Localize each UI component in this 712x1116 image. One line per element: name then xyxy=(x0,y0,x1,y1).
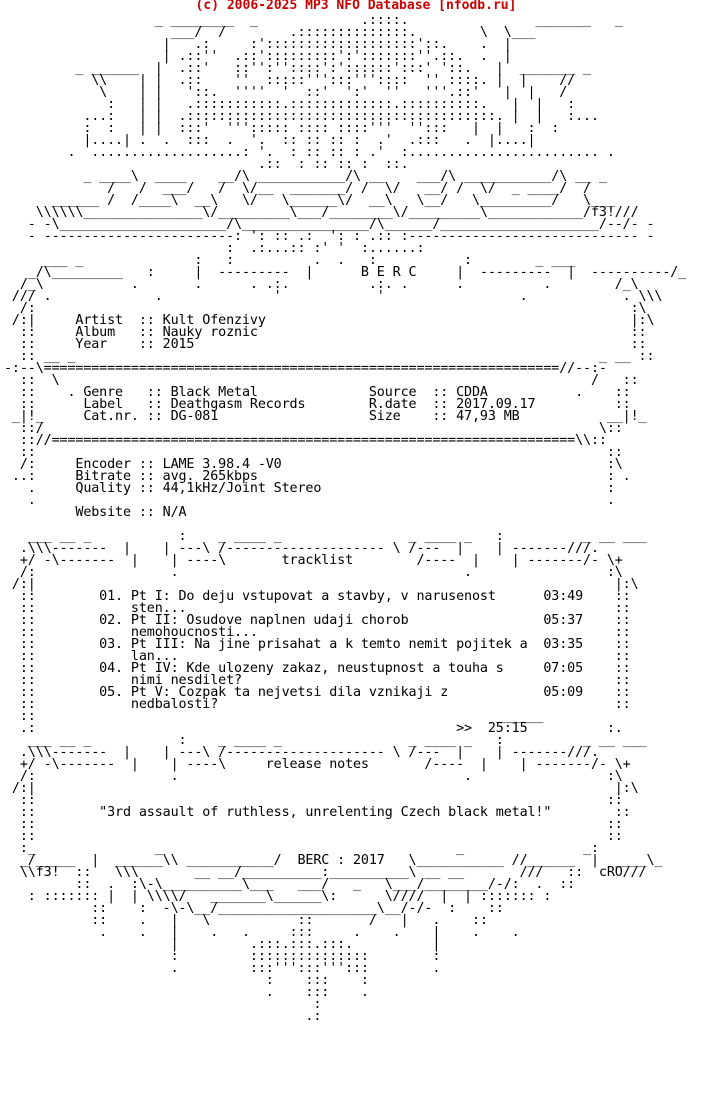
nfodb-site-link[interactable]: nfodb.ru xyxy=(446,0,509,13)
nfo-database-header xyxy=(0,0,712,13)
header-suffix: ] xyxy=(508,0,517,13)
nfo-ascii-text: _ ________ _ .::::. _______ _ ___/ / .::::::::::::::. \ \___ | .: :':::::::::::::::::::'::. . | | .::'' .::':::::::::':':::::::''.::. . | _ ______ | .::' ::'':''::::':'::::::':::' '::. | _______ _ \\ | | .:: '' :::::''':::''':::: '' ::::. | | // \ | | '::. '''' ' ::' ':' '' '''.::' | | / : | | .:::::::::::.:::::::::::::.::::::::::. | | : ...: | | .:::::::::::::::::::::::::::::::::::::::. | | :... : : | | :::' '''::::: :::: ::::''' ''::: | | : : |....| . . ::: . '. :: :: :: : .' .::: . |....| . ...................: '. : :: :: : .' :........................ . .:: : :: :: : ::. _ ____\ ____ __/\ ___________/\ __ ___/\ ___________/\ __ _ / / ___/ / \/__ _______/ / \/ __/ / \/ _ ____/ / ______ / /____\ __\ \/ \______\/ __\ \__/ \_________/ \___ \\\\\\_______________\/_________\___/________\/_________\____________/f3!/// - -\_____________________/\________________/\______/____________________/--/- - - ------------------------: ': :: .: ': : .:: :----------------------------- - : .:...:: :' ' :......: ___ _ : : . . : : _ ___ _/\_________ : | --------- | B E R C | --------- | ----------/_ /_\ . . . .:. .:. . . . /_\ /// . . ' ' . . \\\ /: :\ /:| Artist :: Kult Ofenzivy |:\ :: Album :: Nauky roznic :: :: Year :: 2015 :: :: __ _ _ __ :: -:--\=================================================================//--:- :: \ / :: :: . Genre :: Black Metal Source :: CDDA . :: :: Label :: Deathgasm Records R.date :: 2017.09.17 :: _|!_ Cat.nr. :: DG-081 Size :: 47,93 MB __|!_ ::/ \:: :://==================================================================\\:: :: :: /: Encoder :: LAME 3.98.4 -V0 :\ ..: Bitrate :: avg. 265kbps : . . Quality :: 44,1kHz/Joint Stereo : . . Website :: N/A ___ __ _ : _ ____ _ _ ____ _ : _ __ ___ .\\\------- | | ---\ /-------------------- \ /--- | | -------///. +/ -\------- | | ----\ tracklist /---- | | -------/- \+ /: . . :\ /:| |:\ :: 01. Pt I: Do deju vstupovat a stavby, v narusenost 03:49 :: :: sten... :: :: 02. Pt II: Osudove naplnen udaji chorob 05:37 :: :: nemohoucnosti... :: :: 03. Pt III: Na jine prisahat a k temto nemit pojitek a 03:35 :: :: lan... :: :: 04. Pt IV: Kde ulozeny zakaz, neustupnost a touha s 07:05 :: :: nimi nesdilet? :: :: 05. Pt V: Cozpak ta nejvetsi dila vznikaji z 05:09 :: :: nedbalosti? :: :: ______ .: >> 25:15 :. ___ __ _ : _ ____ _ _ ____ _ : _ __ ___ .\\\------- | | ---\ /-------------------- \ /--- | | -------///. +/ -\------- | | ----\ release notes /---- | | -------/- \+ /: . . :\ /:| |:\ :: :: :: "3rd assault of ruthless, unrelenting Czech black metal!" :: :: :: :: :: :_ _ _ _: _/_____ | ______\\ ___________/ BERC : 2017 \___________ //______ | ____\_ \\f3! :: \\\ __ __/__________:__________\ __ __ /// :: cRO/// :: . :\-\__________\___ ___/ _ \___/________/-/: . :: : ::::::: | | \\\\/ _______\______\: \//// | | ::::::: : :: : -\-\__/____________________\__/-/- : :: :: . | \ :: / | . :: . . | . . ::: . . | . . | .:::.:::.:::. | : ::::::::::::::: : . :::''':::'''::: . : ::: : . ::: . : .: xyxy=(4,13,687,1024)
header-prefix: (c) 2006-2025 MP3 NFO Database [ xyxy=(195,0,446,13)
